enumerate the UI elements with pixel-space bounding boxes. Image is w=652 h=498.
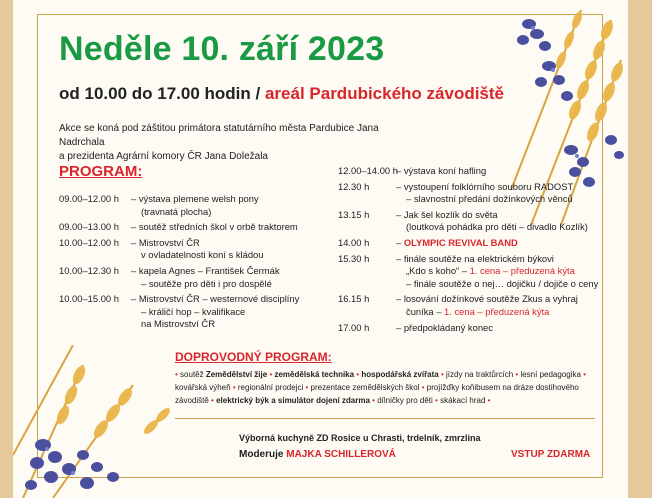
program-item (338, 322, 600, 335)
program-text: – výstava koní hafling (396, 165, 487, 176)
program-item (338, 221, 600, 234)
program-text: (travnatá plocha) (141, 205, 212, 217)
program-item (338, 253, 600, 266)
event-time-and-venue (59, 84, 504, 104)
list-item: lesní pedagogika (520, 370, 581, 379)
poster (13, 0, 628, 498)
program-time: 13.15 h (338, 208, 370, 220)
bullet-icon: • (356, 370, 360, 379)
program-time: 12.00–14.00 h (338, 165, 398, 176)
program-right-column (338, 165, 600, 334)
band-name: OLYMPIC REVIVAL BAND (403, 236, 518, 248)
program-text: – soutěže pro děti i pro dospělé (141, 277, 272, 289)
list-item: regionální prodejci (237, 383, 304, 392)
program-item (59, 265, 334, 278)
list-item: prezentace zemědělských škol (310, 383, 420, 392)
host-label: Moderuje (239, 449, 284, 460)
list-item: dílničky pro děti (377, 396, 433, 405)
program-time: 09.00–12.00 h (59, 193, 119, 204)
bullet-icon: • (232, 383, 236, 392)
program-item (338, 293, 600, 306)
program-text: – předpokládaný konec (396, 321, 493, 333)
program-text: – vystoupení folklórního souboru RADOST (396, 180, 574, 192)
prize-text: 1. cena – předuzená kýta (469, 265, 575, 277)
bullet-icon: • (487, 396, 491, 405)
list-item: soutěž Zemědělství žije (180, 370, 268, 379)
patronage-line: Akce se koná pod záštitou primátora statutárního města Pardubice Jana Nadrchala (59, 123, 379, 148)
program-time: 10.00–12.30 h (59, 264, 119, 276)
bullet-icon: • (440, 370, 444, 379)
program-item (59, 193, 334, 206)
list-item: projížďky koňibusem na dráze dostihového závodiště (175, 383, 579, 405)
page-title: Neděle 10. září 2023 (59, 30, 385, 68)
program-item (338, 265, 600, 278)
program-item (338, 306, 600, 319)
program-item (338, 181, 600, 194)
list-item: zemědělská technika (274, 370, 355, 379)
program-item (59, 306, 334, 319)
program-text: – finále soutěže o nej… dojičku / dojiče o ceny (406, 277, 599, 289)
program-item (59, 293, 334, 306)
program-time: 15.30 h (338, 252, 370, 264)
bullet-icon: • (435, 396, 438, 405)
accompanying-program-list (175, 368, 593, 407)
program-text: – Mistrovství ČR – westernové disciplíny (131, 293, 300, 305)
host-name: MAJKA SCHILLEROVÁ (286, 449, 396, 460)
patronage-line: a prezidenta Agrární komory ČR Jana Doležala (59, 151, 268, 162)
bullet-icon: • (421, 383, 425, 392)
list-item: kovářská výheň (175, 383, 231, 392)
program-item (59, 278, 334, 291)
bullet-icon: • (175, 370, 178, 379)
list-item: jízdy na traktůrcích (446, 370, 514, 379)
program-text: – králičí hop – kvalifikace (141, 305, 246, 317)
program-text: v ovladatelnosti koní s kládou (141, 249, 264, 261)
host-line (239, 449, 396, 460)
event-venue: areál Pardubického závodiště (264, 84, 505, 103)
program-item (59, 318, 334, 331)
catering-note: Výborná kuchyně ZD Rosice u Chrasti, trdelník, zmrzlina (239, 433, 481, 443)
program-text: (loutková pohádka pro děti – divadlo Kozlík) (406, 221, 588, 233)
bullet-icon: • (372, 396, 375, 405)
program-text: – Jak šel kozlík do světa (396, 208, 498, 220)
program-text: na Mistrovství ČR (141, 318, 215, 330)
bullet-icon: • (515, 370, 519, 379)
program-item (59, 206, 334, 219)
program-item (59, 221, 334, 234)
wheat-and-lavender-icon (13, 345, 173, 498)
program-item (338, 237, 600, 250)
program-text: – slavnostní předání dožínkových věnců (406, 193, 573, 205)
event-time: od 10.00 do 17.00 hodin / (59, 84, 261, 103)
program-text: – kapela Agnes – František Čermák (131, 264, 280, 276)
accompanying-program-heading: DOPROVODNÝ PROGRAM: (175, 350, 332, 364)
prize-text: 1. cena – předuzená kýta (444, 305, 550, 317)
program-time: 17.00 h (338, 321, 370, 333)
program-text: – Mistrovství ČR (131, 236, 200, 248)
program-item (338, 193, 600, 206)
program-text: – výstava plemene welsh pony (131, 193, 259, 204)
program-text: – finále soutěže na elektrickém býkovi (396, 252, 554, 264)
program-time: 09.00–13.00 h (59, 221, 119, 233)
program-time: 10.00–12.00 h (59, 236, 119, 248)
program-heading: PROGRAM: (59, 163, 143, 180)
divider (175, 418, 595, 419)
bullet-icon: • (269, 370, 273, 379)
program-time: 16.15 h (338, 293, 370, 305)
program-item (338, 165, 600, 178)
list-item: elektrický býk a simulátor dojení zdarma (216, 396, 370, 405)
program-item (59, 249, 334, 262)
bullet-icon: • (583, 370, 586, 379)
program-text: – soutěž středních škol v orbě traktorem (131, 221, 298, 233)
program-item (338, 209, 600, 222)
list-item: hospodářská zvířata (361, 370, 439, 379)
program-time: 14.00 h (338, 236, 370, 248)
program-time: 12.30 h (338, 180, 370, 192)
list-item: skákací hrad (440, 396, 486, 405)
program-text: čuníka – (406, 305, 445, 317)
bullet-icon: • (305, 383, 309, 392)
program-text: – (396, 236, 404, 248)
program-left-column (59, 193, 334, 331)
patronage-note (59, 122, 419, 164)
program-text: – losování dožínkové soutěže Zkus a vyhraj (396, 293, 578, 305)
bullet-icon: • (211, 396, 214, 405)
program-time: 10.00–15.00 h (59, 293, 119, 305)
program-text: „Kdo s koho“ – (406, 265, 470, 277)
free-entry-badge: VSTUP ZDARMA (511, 449, 591, 460)
program-item (59, 237, 334, 250)
program-item (338, 278, 600, 291)
